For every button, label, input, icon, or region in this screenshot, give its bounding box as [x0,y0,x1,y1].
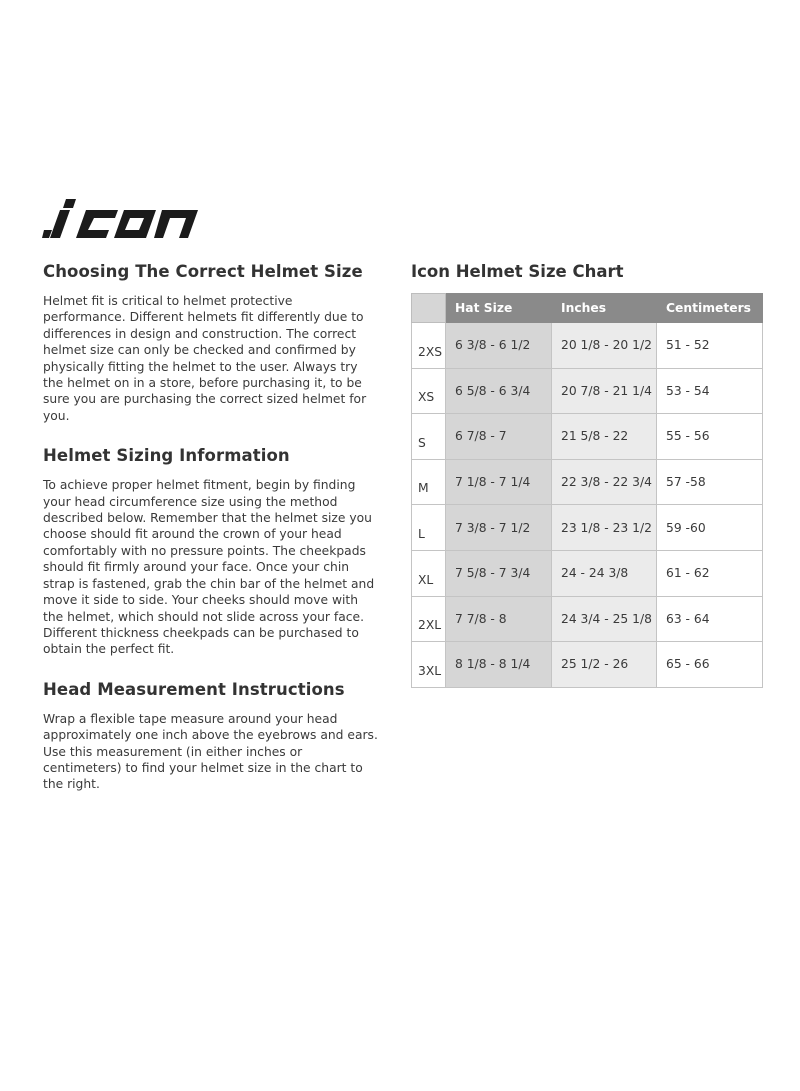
size-label: XL [412,550,446,596]
table-row [412,323,763,369]
cm-cell: 65 - 66 [657,642,763,688]
table-row [412,459,763,505]
section-heading: Choosing The Correct Helmet Size [43,262,363,281]
section-body: Wrap a flexible tape measure around your head approximately one inch above the eyebrows and ears. Use this measurement (in either inches or centimeters) to find your helmet size in the chart to the right. [43,711,378,792]
size-label: 2XL [412,596,446,642]
inches-cell: 25 1/2 - 26 [552,642,657,688]
icon-logo [42,197,202,241]
inches-cell: 20 7/8 - 21 1/4 [552,368,657,414]
cm-cell: 61 - 62 [657,550,763,596]
hat-size-cell: 7 1/8 - 7 1/4 [446,459,552,505]
cm-cell: 59 -60 [657,505,763,551]
size-table [411,293,763,688]
cm-cell: 55 - 56 [657,414,763,460]
section-body: Helmet fit is critical to helmet protective performance. Different helmets fit differently due to differences in design and construction. The correct helmet size can only be checked and confirmed by physically fitting the helmet to the user. Always try the helmet on in a store, before purchasing it, to be sure you are purchasing the correct sized helmet for you. [43,294,367,423]
table-row [412,505,763,551]
table-row [412,414,763,460]
inches-cell: 21 5/8 - 22 [552,414,657,460]
hat-size-cell: 6 7/8 - 7 [446,414,552,460]
header-inches: Inches [552,294,657,323]
inches-cell: 24 3/4 - 25 1/8 [552,596,657,642]
hat-size-cell: 6 5/8 - 6 3/4 [446,368,552,414]
table-header-row [412,294,763,323]
section-sizing-info [43,446,378,657]
hat-size-cell: 6 3/8 - 6 1/2 [446,323,552,369]
hat-size-cell: 7 7/8 - 8 [446,596,552,642]
header-blank [412,294,446,323]
size-label: XS [412,368,446,414]
inches-cell: 24 - 24 3/8 [552,550,657,596]
section-choosing-size [43,262,378,424]
table-row [412,368,763,414]
inches-cell: 22 3/8 - 22 3/4 [552,459,657,505]
section-body: To achieve proper helmet fitment, begin by finding your head circumference size using the method described below. Remember that the helmet size you choose should fit around the crown of your head comfortably with no pressure points. The cheekpads should fit firmly around your face. Once your chin strap is fastened, grab the chin bar of the helmet and move it side to side. Your cheeks should move with the helmet, which should not slide across your face. Different thickness cheekpads can be purchased to obtain the perfect fit. [43,478,375,657]
inches-cell: 23 1/8 - 23 1/2 [552,505,657,551]
table-row [412,642,763,688]
hat-size-cell: 7 5/8 - 7 3/4 [446,550,552,596]
cm-cell: 51 - 52 [657,323,763,369]
header-centimeters: Centimeters [657,294,763,323]
cm-cell: 53 - 54 [657,368,763,414]
info-column [43,262,378,815]
cm-cell: 57 -58 [657,459,763,505]
section-heading: Head Measurement Instructions [43,679,345,699]
hat-size-cell: 8 1/8 - 8 1/4 [446,642,552,688]
size-label: 3XL [412,642,446,688]
section-measurement [43,680,378,793]
table-row [412,550,763,596]
header-hat-size: Hat Size [446,294,552,323]
icon-logo-mark [42,197,202,241]
table-row [412,596,763,642]
size-label: S [412,414,446,460]
chart-title: Icon Helmet Size Chart [411,262,624,281]
hat-size-cell: 7 3/8 - 7 1/2 [446,505,552,551]
size-label: L [412,505,446,551]
size-label: 2XS [412,323,446,369]
inches-cell: 20 1/8 - 20 1/2 [552,323,657,369]
section-heading: Helmet Sizing Information [43,446,290,466]
size-label: M [412,459,446,505]
cm-cell: 63 - 64 [657,596,763,642]
size-chart [411,262,762,688]
